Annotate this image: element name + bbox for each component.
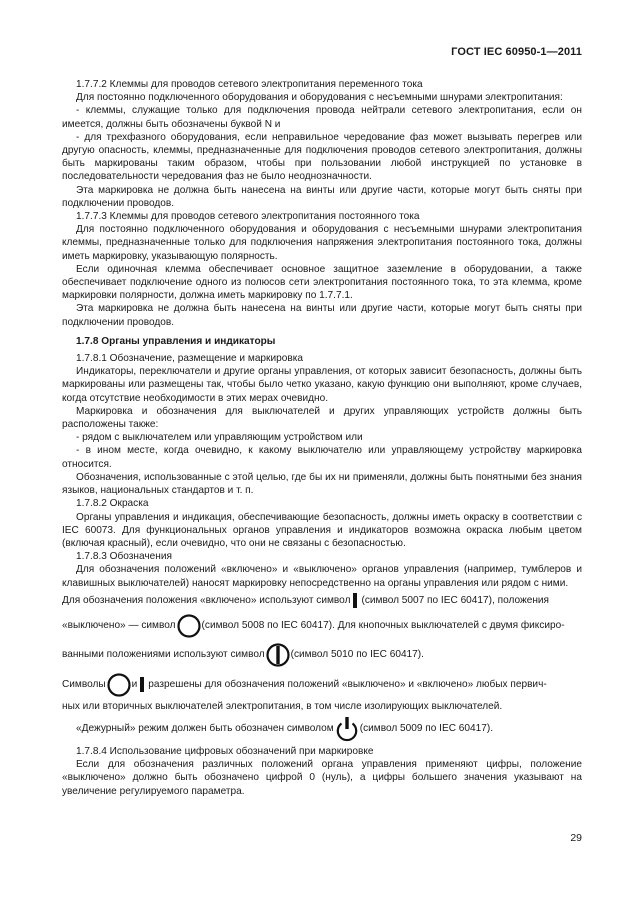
paragraph: Эта маркировка не должна быть нанесена на винты или другие части, которые могут быть сняты при подключении проводов.: [62, 303, 582, 328]
symbol-off-line: [62, 612, 582, 640]
text-fragment: (символ 5010 по IEC 60417).: [290, 649, 424, 661]
section-1-7-8-heading: 1.7.8 Органы управления и индикаторы: [76, 335, 276, 347]
subclause-1-7-7-2-title: 1.7.7.2 Клеммы для проводов сетевого электропитания переменного тока: [76, 79, 423, 90]
paragraph: Органы управления и индикация, обеспечивающие безопасность, должны иметь окраску в соответствии с IEC 60073. Для функциональных органов управления и индикаторов возможна окраска любым цветом (включая красный), если очевидно, что они не связаны с безопасностью.: [62, 511, 582, 549]
text-fragment: и: [131, 679, 138, 691]
subclause-1-7-7-3-title: 1.7.7.3 Клеммы для проводов сетевого электропитания постоянного тока: [76, 211, 420, 223]
on-symbol-icon: [353, 593, 357, 608]
off-symbol-icon: [176, 614, 202, 638]
off-symbol-icon: [106, 673, 132, 697]
text-fragment: разрешены для обозначения положений «выключено» и «включено» любых первич-: [148, 679, 547, 691]
paragraph: ных или вторичных выключателей электропитания, в том числе изолирующих выключателей.: [62, 700, 503, 712]
text-fragment: (символ 5008 по IEC 60417). Для кнопочных выключателей с двумя фиксиро-: [201, 620, 565, 632]
text-fragment: (символ 5009 по IEC 60417).: [359, 723, 494, 735]
symbols-permitted-line: [62, 670, 582, 700]
paragraph: Для обозначения положений «включено» и «выключено» органов управления (например, тумблеров и клавишных выключателей) наносят маркировку непосредственно на органы управления или рядом с ними.: [62, 564, 582, 589]
paragraph: Если одиночная клемма обеспечивает основное защитное заземление в оборудовании, а также обеспечивает подключение одного из полюсов сети электропитания постоянного тока, то эта клемма, кроме маркировки полярности, должна иметь маркировку по 1.7.7.1.: [62, 263, 582, 302]
page-number: 29: [570, 832, 582, 844]
paragraph: Для постоянно подключенного оборудования и оборудования с несъемными шнурами электропитания клеммы, предназначенные только для подключения напряжения электропитания постоянного тока, должны иметь маркировку, указывающую полярность.: [62, 224, 582, 262]
paragraph: Эта маркировка не должна быть нанесена на винты или другие части, которые могут быть сняты при подключении проводов.: [62, 184, 582, 209]
paragraph: Маркировка и обозначения для выключателей и других управляющих устройств должны быть расположены также:: [62, 405, 582, 431]
paragraph: Индикаторы, переключатели и другие органы управления, от которых зависит безопасность, должны быть маркированы или размещены так, чтобы было четко указано, какую функцию они выполняют, кроме случаев, когда отсутствие необходимости в этих мерах очевидно.: [62, 366, 582, 404]
subclause-1-7-8-4-title: 1.7.8.4 Использование цифровых обозначений при маркировке: [76, 745, 374, 757]
on-symbol-icon: [140, 677, 144, 692]
push-push-symbol-icon: [265, 643, 291, 667]
paragraph: Если для обозначения различных положений органа управления применяют цифры, положение «выключено» должно быть обозначено цифрой 0 (нуль), а цифры большего значения указывают на увеличение регулируемого параметра.: [62, 759, 582, 797]
symbol-on-line: [62, 590, 582, 612]
paragraph: Для постоянно подключенного оборудования и оборудования с несъемными шнурами электропитания:: [76, 92, 563, 104]
text-fragment: Для обозначения положения «включено» используют символ: [62, 595, 351, 607]
text-fragment: Символы: [62, 679, 106, 691]
list-item: - клеммы, служащие только для подключения провода нейтрали сетевого электропитания, если он имеется, должны быть обозначены буквой N и: [62, 105, 582, 130]
standby-symbol-icon: [334, 716, 360, 742]
paragraph: Обозначения, использованные с этой целью, где бы их ни применяли, должны быть понятными без знания языков, национальных стандартов и т. п.: [62, 471, 582, 497]
document-header: ГОСТ IEC 60950-1—2011: [451, 46, 582, 58]
subclause-1-7-8-1-title: 1.7.8.1 Обозначение, размещение и маркировка: [76, 353, 303, 365]
document-body: [62, 78, 582, 798]
text-fragment: «выключено» — символ: [62, 620, 176, 632]
text-fragment: (символ 5007 по IEC 60417), положения: [361, 595, 550, 607]
symbol-standby-line: [62, 713, 582, 745]
list-item: - для трехфазного оборудования, если неправильное чередование фаз может вызывать перегрев или другую опасность, клеммы, предназначенные для подключения проводов сетевого электропитания, должны быть маркированы таким образом, чтобы при пользовании любой инструкцией по установке в последовательности чередования фаз не было неоднозначности.: [62, 131, 582, 183]
subclause-1-7-8-3-title: 1.7.8.3 Обозначения: [76, 551, 172, 563]
text-fragment: ванными положениями используют символ: [62, 649, 265, 661]
symbol-push-push-line: [62, 640, 582, 670]
text-fragment: «Дежурный» режим должен быть обозначен символом: [76, 723, 334, 735]
list-item: - рядом с выключателем или управляющим устройством или: [76, 432, 363, 444]
subclause-1-7-8-2-title: 1.7.8.2 Окраска: [76, 498, 149, 510]
list-item: - в ином месте, когда очевидно, к какому выключателю или управляющему устройству маркировка относится.: [62, 445, 582, 470]
